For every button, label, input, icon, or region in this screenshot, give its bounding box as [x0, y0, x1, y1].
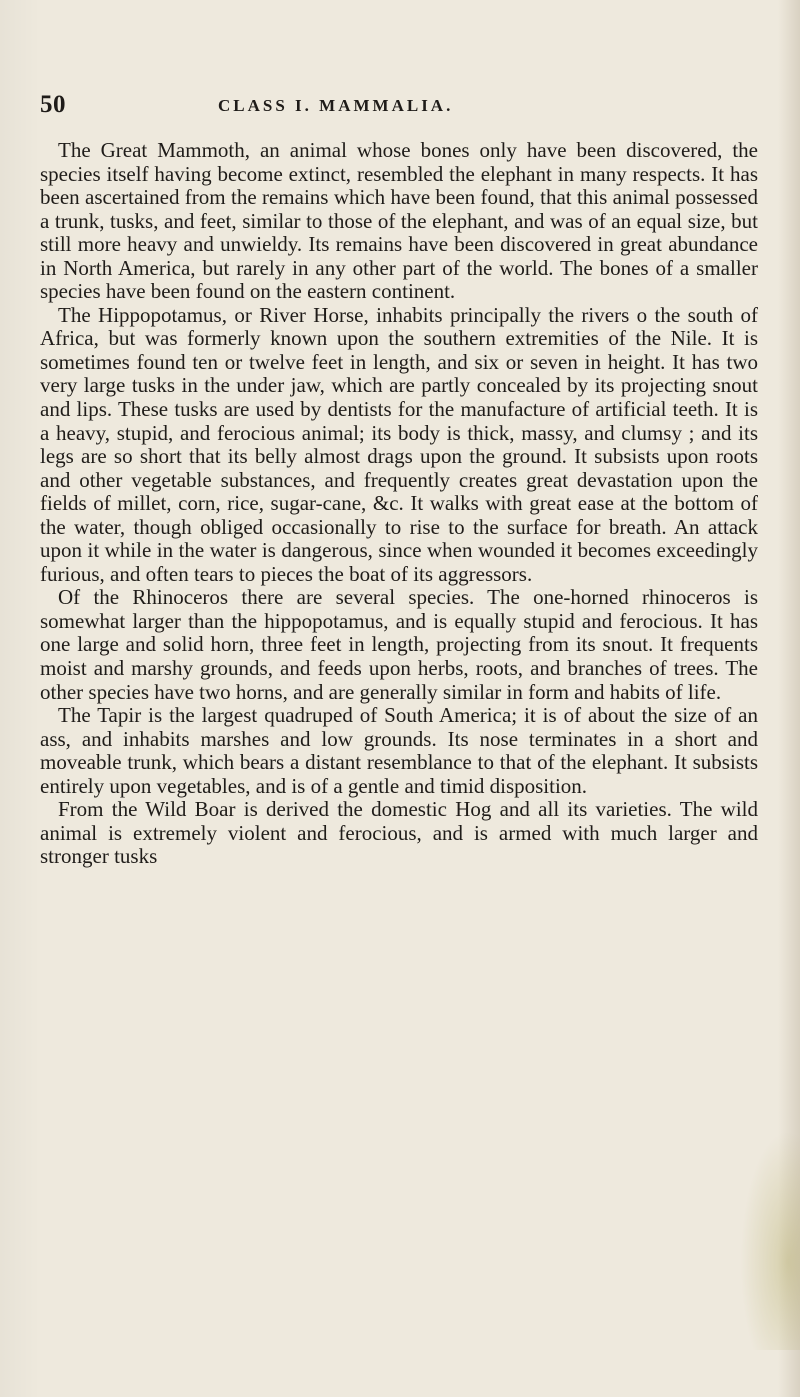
paragraph-wild-boar: From the Wild Boar is derived the domestic Hog and all its varieties. The wild animal is extremely violent and ferocious, and is armed with much larger and stronger tusks — [40, 797, 758, 869]
running-head: CLASS I. MAMMALIA. — [218, 96, 454, 115]
page-header — [40, 91, 760, 121]
paper-stain — [740, 1130, 800, 1350]
paragraph-rhinoceros: Of the Rhinoceros there are several species. The one-horned rhinoceros is somewhat larger than the hippopotamus, and is equally stupid and ferocious. It has one large and solid horn, three feet in length, projecting from its snout. It frequents moist and marshy grounds, and feeds upon herbs, roots, and branches of trees. The other species have two horns, and are generally similar in form and habits of life. — [40, 585, 758, 704]
paragraph-hippopotamus: The Hippopotamus, or River Horse, inhabits principally the rivers o the south of Africa, but was formerly known upon the southern extremities of the Nile. It is sometimes found ten or twelve feet in length, and six or seven in height. It has two very large tusks in the under jaw, which are partly concealed by its projecting snout and lips. These tusks are used by dentists for the manufacture of artificial teeth. It is a heavy, stupid, and ferocious animal; its body is thick, massy, and clumsy ; and its legs are so short that its belly almost drags upon the ground. It subsists upon roots and other vegetable substances, and frequently creates great devastation upon the fields of millet, corn, rice, sugar-cane, &c. It walks with great ease at the bottom of the water, though obliged occasionally to rise to the surface for breath. An attack upon it while in the water is dangerous, since when wounded it becomes exceedingly furious, and often tears to pieces the boat of its aggressors. — [40, 302, 758, 586]
paragraph-tapir: The Tapir is the largest quadruped of South America; it is of about the size of an ass, and inhabits marshes and low grounds. Its nose terminates in a short and moveable trunk, which bears a distant resemblance to that of the elephant. It subsists entirely upon vegetables, and is of a gentle and timid disposition. — [40, 703, 758, 798]
page-number: 50 — [40, 91, 66, 118]
body-text — [40, 139, 758, 869]
paragraph-mammoth: The Great Mammoth, an animal whose bones only have been discovered, the species itself having become extinct, resembled the elephant in many respects. It has been ascertained from the remains which have been found, that this animal possessed a trunk, tusks, and feet, similar to those of the elephant, and was of an equal size, but still more heavy and unwieldy. Its remains have been discovered in great abundance in North America, but rarely in any other part of the world. The bones of a smaller species have been found on the eastern continent. — [40, 138, 758, 304]
